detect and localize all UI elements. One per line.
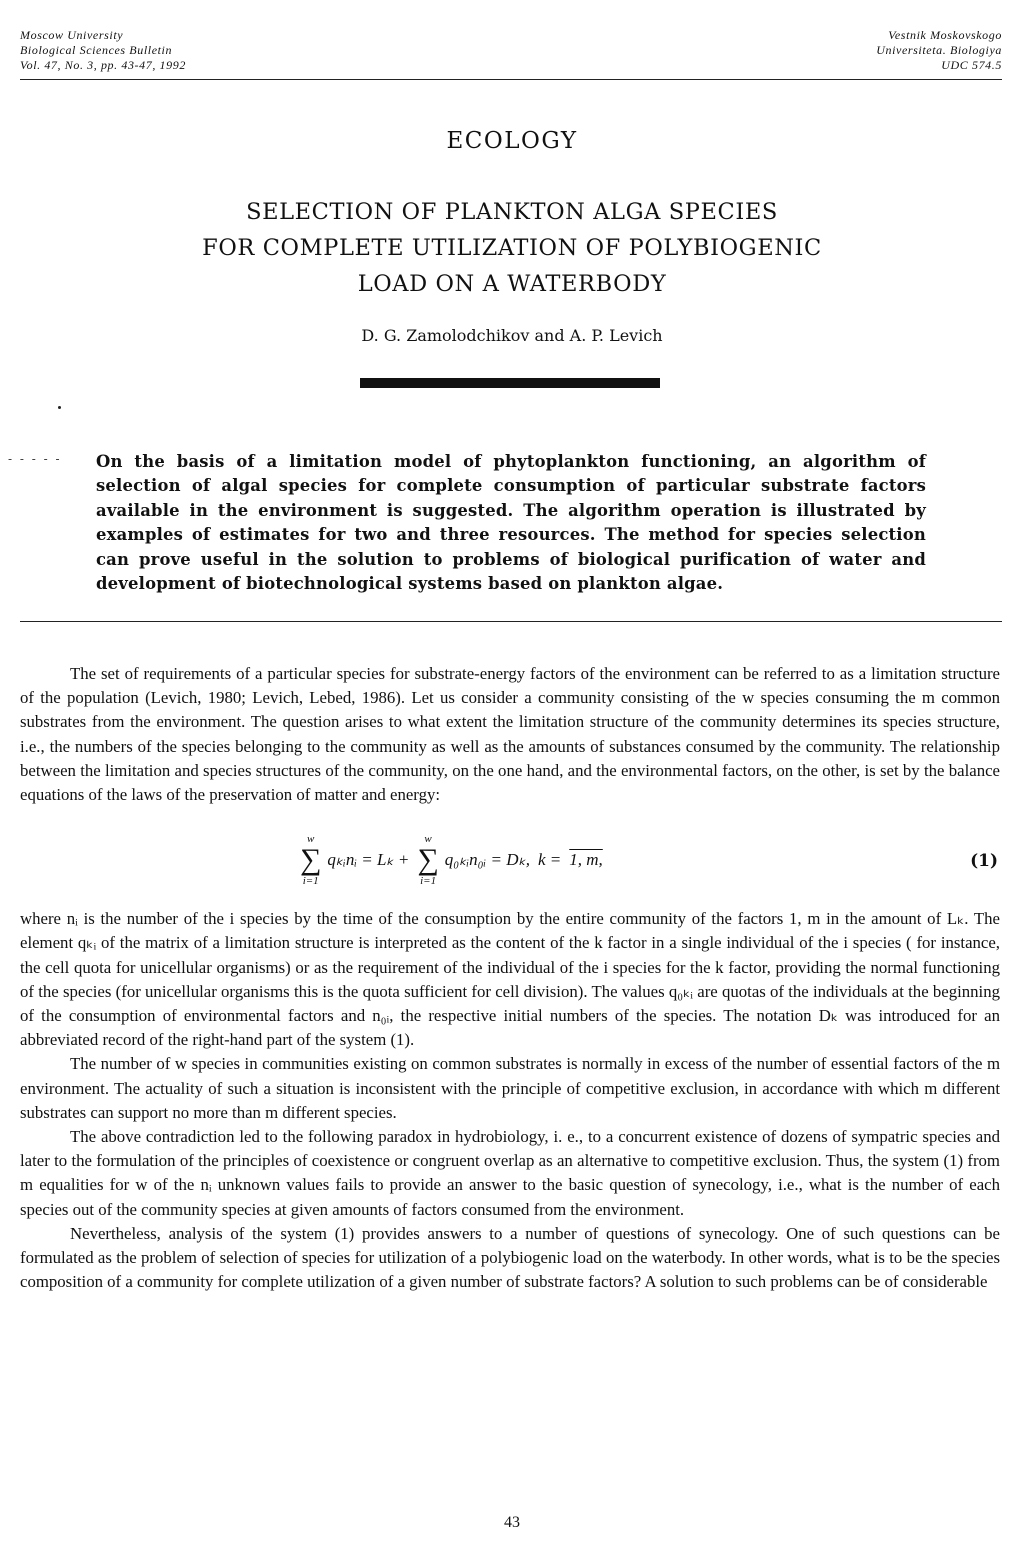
title-bar-divider [360,378,660,388]
sum-lower-limit: i=1 [302,875,319,888]
paragraph: The number of w species in communities existing on common substrates is normally in excess of the number of essential factors of the m environment. The actuality of such a situation is inconsistent with the principle of competitive exclusion, in accordance with which m different substrates can support no more than m different species. [20,1054,1000,1122]
equation-1 [20,815,1000,905]
title-line: FOR COMPLETE UTILIZATION OF POLYBIOGENIC [202,235,822,261]
equation-range: 1, m, [569,850,603,870]
paper-title [0,194,1024,302]
section-heading: ECOLOGY [446,128,578,154]
summation-symbol: w ∑ i=1 [417,833,439,888]
sum-upper-limit: w [424,833,432,846]
header-right-line: Vestnik Moskovskogo [888,28,1002,42]
header-left-line: Vol. 47, No. 3, pp. 43-47, 1992 [20,58,186,72]
paragraph: where nᵢ is the number of the i species by the time of the consumption by the entire community of the factors 1, m in the amount of Lₖ. The element qₖᵢ of the matrix of a limitation structure is interpreted as the content of the k factor in a single individual of the i species ( for instance, the cell quota for unicellular organisms) or as the requirement of the individual of the i species for the k factor, providing the normal functioning of the species (for unicellular organisms this is the quota sufficient for cell division). The values q₀ₖᵢ are quotas of the individuals at the beginning of the consumption of environmental factors and n₀ᵢ, the respective initial numbers of the species. The notation Dₖ was introduced for an abbreviated record of the right-hand part of the system (1). [20,909,1000,1050]
header-left-line: Moscow University [20,28,124,42]
header-right-line: UDC 574.5 [941,58,1002,72]
summation-symbol: w ∑ i=1 [300,833,322,888]
abstract: On the basis of a limitation model of phytoplankton functioning, an algorithm of selection of algal species for complete consumption of particular substrate factors available in the environment is suggested. The algorithm operation is illustrated by examples of estimates for two and three resources. The method for species selection can prove useful in the solution to problems of biological purification of water and development of biotechnological systems based on plankton algae. [96,452,926,594]
paragraph: The set of requirements of a particular species for substrate-energy factors of the environment can be referred to as a limitation structure of the population (Levich, 1980; Levich, Lebed, 1986). Let us consider a community consisting of the w species consuming the m common substrates from the environment. The question arises to what extent the limitation structure of the community determines its species structure, i.e., the numbers of the species belonging to the community as well as the amounts of substances consumed by the community. The relationship between the limitation and species structures of the community, on the one hand, and the environmental factors, on the other, is set by the balance equations of the laws of the preservation of matter and energy: [20,664,1000,805]
journal-header-right [876,28,1002,73]
print-speck [58,406,61,409]
header-right-line: Universiteta. Biologiya [876,43,1002,57]
abstract-divider [20,621,1002,622]
paragraph: The above contradiction led to the following paradox in hydrobiology, i. e., to a concurrent existence of dozens of sympatric species and later to the formulation of the principles of coexistence or congruent overlap as an alternative to competitive exclusion. Thus, the system (1) from m equalities for w of the nᵢ unknown values fails to provide an answer to the basic question of synecology, i.e., what is the number of each species out of the community species at given amounts of factors consumed from the environment. [20,1127,1000,1219]
equation-range-prefix: k = [537,850,562,870]
authors: D. G. Zamolodchikov and A. P. Levich [361,326,663,345]
body-text [20,662,1000,1294]
margin-dash-mark: - - - - - [8,452,62,466]
paragraph: Nevertheless, analysis of the system (1) provides answers to a number of questions of synecology. One of such questions can be formulated as the problem of selection of species for utilization of a polybiogenic load on the waterbody. In other words, what is to be the species composition of a community for complete utilization of a given number of substrate factors? A solution to such problems can be of considerable [20,1223,1000,1292]
sum-lower-limit: i=1 [420,875,437,888]
header-left-line: Biological Sciences Bulletin [20,43,173,57]
sum-upper-limit: w [307,833,315,846]
title-line: LOAD ON A WATERBODY [357,271,667,297]
journal-header-left [20,28,186,73]
equation-term: qₖᵢnᵢ = Lₖ + [327,850,410,870]
equation-term: q₀ₖᵢn₀ᵢ = Dₖ, [444,850,530,870]
header-divider [20,79,1002,80]
equation-body [300,825,603,895]
equation-number: (1) [970,851,998,872]
title-line: SELECTION OF PLANKTON ALGA SPECIES [246,199,778,225]
page-number: 43 [504,1514,520,1531]
